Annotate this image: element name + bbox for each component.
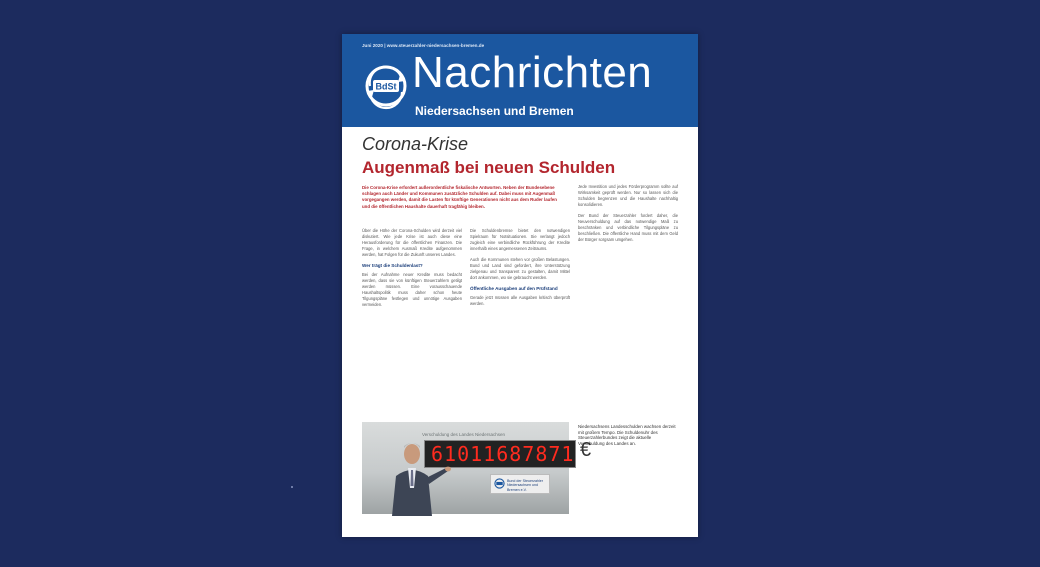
bdst-logo-icon <box>364 64 408 108</box>
masthead <box>342 34 698 127</box>
article-kicker: Corona-Krise <box>362 134 469 154</box>
text-column-3 <box>578 184 678 419</box>
plaque-line-2: Niedersachsen und Bremen e.V. <box>507 483 538 492</box>
magazine-subtitle: Niedersachsen und Bremen <box>415 104 574 118</box>
magazine-title: Nachrichten <box>412 48 653 97</box>
plaque-line-1: Bund der Steuerzahler <box>507 479 543 483</box>
subheading: Wer trägt die Schuldenlast? <box>362 263 423 268</box>
issue-meta-line: Juni 2020 | www.steuerzahler-niedersachsen-bremen.de <box>362 43 485 48</box>
text-column-2 <box>470 228 570 418</box>
logo-text: BdSt <box>375 81 397 92</box>
speaker-person-icon <box>382 434 452 516</box>
paragraph: Gerade jetzt müssen alle Ausgaben kritisch überprüft werden. <box>470 295 570 306</box>
debt-clock-photo <box>362 422 592 514</box>
stray-dot <box>291 486 293 488</box>
magazine-cover <box>342 34 698 537</box>
bdst-plaque <box>490 474 550 494</box>
text-column-1 <box>362 228 462 418</box>
article-lead: Die Corona-Krise erfordert außerordentliche fiskalische Antworten. Neben der Bundesebene schlagen auch Länder und Kommunen zusätzliche Schulden auf. Dabei muss mit Augenmaß vorgegangen werden, damit die Lasten für künftige Generationen nicht aus dem Ruder laufen und die öffentlichen Haushalte dauerhaft tragfähig bleiben. <box>362 185 557 209</box>
euro-sign: € <box>580 439 592 461</box>
subheading: Öffentliche Ausgaben auf den Prüfstand <box>470 286 558 291</box>
debt-clock-digits: 61011687871 <box>431 442 575 466</box>
paragraph: Die Schuldenbremse bietet den notwendigen Spielraum für Notsituationen. Sie verlangt jedoch zugleich eine verbindliche Rückführung der Kredite innerhalb eines angemessenen Zeitraums. <box>470 228 570 251</box>
photo-wall-caption: Verschuldung des Landes Niedersachsen <box>422 432 506 437</box>
paragraph: Der Bund der Steuerzahler fordert daher, die Neuverschuldung auf das notwendige Maß zu beschränken und verbindliche Tilgungspläne zu beschließen. Die öffentliche Hand muss mit dem Geld der Bürger sorgsam umgehen. <box>578 213 678 242</box>
bdst-small-logo-icon <box>494 478 505 489</box>
paragraph: Bei der Aufnahme neuer Kredite muss bedacht werden, dass sie von künftigen Steuerzahlern getilgt werden müssen. Eine vorausschauende Haushaltspolitik muss daher schon heute Tilgungspläne festlegen und unnötige Ausgaben vermeiden. <box>362 272 462 307</box>
paragraph: Jede Investition und jedes Förderprogramm sollte auf Wirksamkeit geprüft werden. Nur so lassen sich die Schulden begrenzen und die Haushalte nachhaltig konsolidieren. <box>578 184 678 207</box>
article-headline: Augenmaß bei neuen Schulden <box>362 158 616 177</box>
paragraph: Auch die Kommunen stehen vor großen Belastungen. Bund und Land sind gefordert, ihre Unterstützung zielgenau und transparent zu gestalten, damit Mittel dort ankommen, wo sie gebraucht werden. <box>470 257 570 280</box>
paragraph: Über die Höhe der Corona-Schulden wird derzeit viel diskutiert. Wie jede Krise ist auch diese eine Herausforderung für die öffentlichen Finanzen. Die Frage, in welchem Ausmaß Kredite aufgenommen werden, hat Folgen für die Zukunft unseres Landes. <box>362 228 462 257</box>
photo-side-caption: Niedersachsens Landesschulden wachsen derzeit mit großem Tempo. Die Schuldenuhr des Steuerzahlerbundes zeigt die aktuelle Verschuldung des Landes an. <box>578 424 676 446</box>
